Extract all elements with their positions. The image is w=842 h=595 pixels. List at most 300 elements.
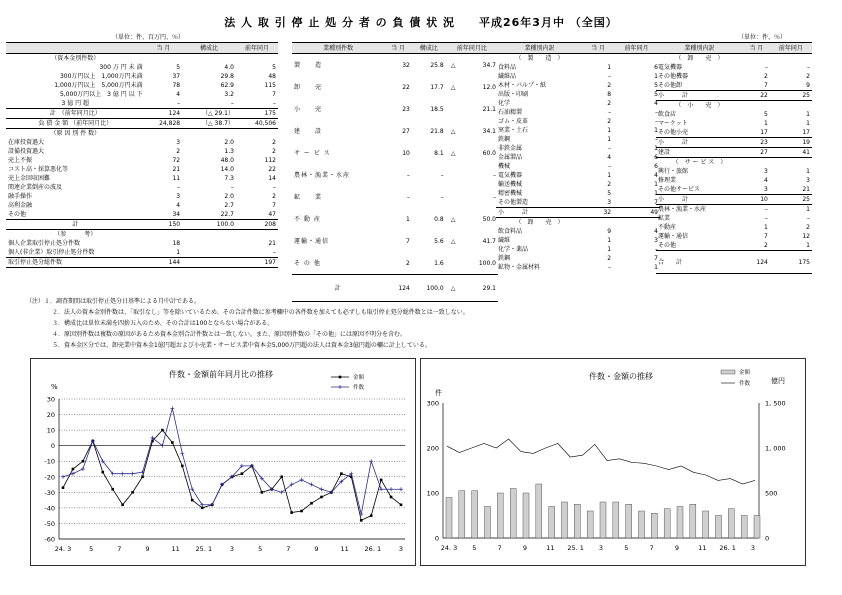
data-point	[379, 487, 383, 491]
x-tick-label: 11	[171, 545, 180, 553]
detail-label: 食料品	[498, 64, 517, 71]
prev-value: 1	[654, 73, 658, 80]
prev-value: 1	[806, 111, 810, 118]
ratio-value: 62.9	[220, 82, 234, 89]
yoy-value: 50.0	[482, 215, 496, 223]
table-row	[496, 153, 660, 162]
cur-value: 1	[764, 224, 768, 231]
ratio-value: 17.7	[430, 83, 444, 91]
prev-value	[613, 218, 660, 228]
data-point	[81, 467, 85, 471]
detail-label: 電気機器	[658, 64, 683, 71]
detail-label: 飲食店	[658, 111, 677, 118]
table-header	[656, 43, 812, 54]
data-point	[101, 471, 104, 474]
prev-value: 41	[770, 148, 812, 158]
y-tick-label: -50	[44, 519, 55, 528]
x-tick-label: 5	[89, 545, 94, 553]
data-point	[111, 488, 114, 491]
prev-value: 1	[806, 168, 810, 175]
detail-label: （ 卸 売 ）	[515, 219, 564, 226]
notes	[26, 296, 469, 351]
detail-label: 出版・印刷	[498, 91, 529, 98]
cur-value: 27	[402, 127, 410, 135]
data-point	[280, 475, 283, 478]
table-row	[656, 185, 812, 195]
y-tick-label: 10	[46, 426, 55, 435]
table-row	[6, 147, 278, 156]
data-point	[200, 503, 204, 507]
cur-value: 144	[145, 258, 183, 268]
table-row	[496, 198, 660, 208]
prev-value: 9	[806, 82, 810, 89]
x-tick-label: 9	[522, 544, 528, 552]
table-row	[292, 54, 498, 77]
ratio-value: 18.5	[430, 105, 444, 113]
industry-label: 卸 売	[294, 83, 323, 91]
detail-label: その他卸	[658, 82, 683, 89]
data-point	[370, 514, 373, 517]
bar	[459, 491, 465, 538]
cur-value: 1	[764, 120, 768, 127]
table-row	[656, 241, 812, 251]
y-axis-label: 件	[435, 389, 442, 397]
cur-value: 21	[172, 166, 181, 173]
prev-value: 22	[268, 166, 276, 173]
table-row	[292, 208, 498, 230]
cur-value: –	[406, 171, 410, 179]
table-row	[6, 81, 278, 90]
detail-label: ゴム・皮革	[498, 118, 529, 125]
bar	[639, 511, 645, 538]
detail-label: 農林・漁業・水産	[658, 206, 707, 213]
table-row	[496, 144, 660, 153]
ratio-value: 5.6	[434, 237, 444, 245]
prev-value: 2	[806, 73, 810, 80]
cur-value: 2	[406, 259, 410, 267]
triangle-sign	[446, 164, 461, 186]
yoy-value: 29.1	[461, 275, 498, 302]
table-row	[6, 99, 278, 109]
header-cell: 構成比	[412, 43, 446, 54]
triangle-sign: △	[450, 149, 456, 157]
legend-bar-amount	[721, 370, 735, 374]
prev-value: 175	[236, 109, 278, 119]
detail-label: 鉱物・金属材料	[498, 264, 541, 271]
prev-value: –	[273, 100, 276, 107]
x-tick-label: 5	[258, 545, 263, 553]
table-row	[496, 227, 660, 236]
table-row	[496, 245, 660, 254]
cur-value: 32	[583, 208, 613, 218]
industry-label: サ ー ビ ス	[294, 149, 331, 157]
prev-value: 21	[268, 240, 276, 247]
cur-value: –	[608, 145, 612, 152]
total-row	[656, 251, 812, 274]
header-cell: 前年同月	[770, 43, 812, 54]
table-row	[292, 142, 498, 164]
table-row	[496, 90, 660, 99]
ratio-value: 25.8	[430, 61, 444, 69]
total-cur: 124	[743, 251, 770, 274]
table-row	[656, 148, 812, 158]
y2-tick-label: 500	[765, 489, 778, 498]
ratio-value: 100.0	[182, 220, 236, 230]
table-row	[656, 176, 812, 185]
table-row	[496, 72, 660, 81]
header-cell: 当 月	[743, 43, 770, 54]
x-tick-label: 7	[117, 545, 122, 553]
cur-value: 124	[145, 109, 183, 119]
row-label: 高利金融	[8, 202, 33, 209]
prev-value: –	[655, 246, 658, 253]
ratio-value: –	[440, 193, 444, 201]
prev-value: 6	[654, 163, 658, 170]
y-tick-label: -60	[44, 535, 55, 544]
table-row	[6, 165, 278, 174]
cur-value	[743, 158, 770, 168]
ratio-value: 21.8	[430, 127, 444, 135]
table-row	[6, 248, 278, 258]
bar	[523, 493, 529, 538]
detail-label: 鉱業	[658, 215, 671, 222]
prev-value: 2	[806, 224, 810, 231]
empty-cell	[182, 54, 236, 64]
cur-value: –	[608, 163, 612, 170]
note-5: ５．資本金区分では、卸売業中資本金1億円超および小売業・サービス業中資本金5,000万円超の法人は資本金3億円超の欄に計上している。	[52, 342, 431, 349]
detail-label: （ 卸 売 ）	[675, 55, 724, 62]
data-point	[310, 483, 314, 487]
cur-value: 2	[764, 242, 768, 249]
header-cell: 業種別内訳	[496, 43, 583, 54]
detail-label: 小 計	[656, 138, 743, 148]
cur-value: 1	[607, 172, 612, 179]
table-row	[496, 135, 660, 144]
table-row	[496, 263, 660, 272]
bar	[587, 511, 593, 538]
data-point	[241, 472, 244, 475]
cur-value: 5	[176, 64, 181, 71]
prev-value: 2	[272, 139, 276, 146]
header-cell: 前年同月比	[446, 43, 498, 54]
table-row	[656, 81, 812, 91]
table-row	[656, 214, 812, 223]
data-point	[190, 487, 194, 491]
detail-label: 運輸・通信	[658, 233, 689, 240]
table-row	[292, 186, 498, 208]
section-title: （原 因 別 件 数）	[50, 130, 101, 137]
prev-value: –	[807, 64, 810, 71]
triangle-sign: △	[450, 237, 456, 245]
cur-value: 1	[607, 136, 612, 143]
cur-value: 4	[607, 154, 612, 161]
cur-value: 7	[764, 82, 768, 89]
empty-cell	[236, 230, 278, 240]
row-label: 個人企業取引停止処分件数	[8, 240, 81, 247]
detail-label: その他サービス	[658, 186, 701, 193]
prev-value: 7	[654, 255, 658, 262]
prev-value: 2	[272, 193, 276, 200]
total-prev: 175	[770, 251, 812, 274]
cur-value: 4	[176, 202, 181, 209]
table-row	[656, 63, 812, 72]
section-title-row	[6, 230, 278, 240]
table-row	[292, 230, 498, 252]
prev-value: 1	[654, 145, 658, 152]
cur-value: 2	[607, 118, 612, 125]
cur-value: 10	[402, 149, 410, 157]
cur-value: 3	[176, 139, 181, 146]
data-point	[310, 502, 313, 505]
table-row	[656, 91, 812, 101]
ratio-value: 29.8	[220, 73, 234, 80]
prev-value: 6	[654, 154, 658, 161]
prev-value: 1	[806, 120, 810, 127]
table-row	[292, 98, 498, 120]
table-row	[6, 156, 278, 165]
cur-value: 1	[406, 215, 410, 223]
total-label: 合 計	[656, 251, 743, 274]
section-title-row	[6, 54, 278, 64]
detail-label: 非鉄金属	[498, 145, 523, 152]
triangle-sign: △	[450, 83, 456, 91]
x-tick-label: 26. 1	[364, 545, 382, 553]
prev-value: 2	[272, 148, 276, 155]
ratio-value: 100.0	[412, 275, 446, 302]
legend-label-count: 件数	[353, 385, 365, 391]
cur-value: –	[608, 73, 612, 80]
empty-cell	[236, 54, 278, 64]
header-cell: 前年同月	[236, 43, 278, 54]
data-point	[161, 429, 164, 432]
prev-value: 1	[806, 242, 810, 249]
bar	[510, 489, 516, 539]
prev-value: 5	[654, 82, 658, 89]
unit-left: （単位：件、百万円、％）	[112, 34, 185, 41]
row-label: コスト高・採算悪化等	[8, 166, 69, 173]
y2-tick-label: 1, 000	[765, 444, 786, 453]
prev-value: 1	[654, 181, 658, 188]
x-tick-label: 7	[497, 544, 502, 552]
header-cell: 構成比	[182, 43, 236, 54]
header-cell: 業種別件数	[292, 43, 384, 54]
table-row	[6, 258, 278, 268]
page-title: 法 人 取 引 停 止 処 分 者 の 負 債 状 況 平成26年3月中 （全国）	[224, 16, 618, 29]
ratio-value: –	[230, 184, 234, 191]
ratio-value: 2.0	[224, 193, 234, 200]
prev-value: –	[655, 118, 658, 125]
table-row	[6, 239, 278, 248]
table-row	[656, 119, 812, 128]
cur-value: 78	[172, 82, 181, 89]
note-1: （注）１．調査期間は取引停止処分日基準による月中計である。	[26, 298, 201, 305]
section-title-row	[656, 54, 812, 64]
y-tick-label: 200	[426, 444, 439, 453]
detail-label: 金属製品	[498, 154, 523, 161]
y-tick-label: 100	[426, 489, 439, 498]
table-row	[656, 110, 812, 119]
bar	[613, 502, 619, 538]
bar	[536, 484, 542, 538]
prev-value: 47	[268, 211, 276, 218]
cur-value: –	[764, 215, 768, 222]
table-row	[6, 138, 278, 147]
cur-value: –	[177, 100, 181, 107]
prev-value: 3	[806, 177, 810, 184]
chart-yoy	[31, 359, 415, 565]
detail-label: （ 小 売 ）	[675, 102, 724, 109]
cur-value: –	[608, 109, 612, 116]
cur-value: 2	[607, 82, 612, 89]
chart-yoy-box	[30, 358, 416, 566]
data-point	[181, 465, 184, 468]
note-2: ２．法人の資本金別件数は、「取引なし」等を除いているため、その合計件数に参考欄中の各件数を加えても必ずしも取引停止処分総件数とは一致しない。	[52, 309, 469, 316]
y-tick-label: 20	[46, 411, 55, 420]
chart-trend-box	[420, 358, 806, 566]
cur-value: 34	[172, 211, 181, 218]
prev-value: 14	[268, 175, 276, 182]
table-row	[6, 119, 278, 129]
cur-value: –	[764, 64, 768, 71]
cur-value: 2	[764, 73, 768, 80]
yoy-value: 34.1	[482, 127, 496, 135]
x-tick-label: 24. 3	[440, 544, 458, 552]
data-point	[300, 510, 303, 513]
legend-label-amount: 金額	[353, 375, 365, 381]
table-row	[496, 162, 660, 171]
table-row	[656, 195, 812, 205]
data-point	[261, 491, 264, 494]
empty-cell	[145, 129, 183, 139]
prev-value: 7	[272, 202, 276, 209]
table-industry-detail-1	[496, 42, 660, 272]
ratio-value: –	[230, 100, 234, 107]
data-point	[399, 487, 403, 491]
table-row	[496, 189, 660, 198]
ratio-value: 8.1	[434, 149, 444, 157]
legend-label-amount: 金額	[739, 370, 751, 376]
triangle-sign	[446, 98, 461, 120]
table-row	[6, 63, 278, 72]
table-row	[496, 117, 660, 126]
data-point	[121, 503, 124, 506]
y-tick-label: 0	[50, 442, 55, 451]
legend-marker-amount	[339, 376, 342, 379]
table-row	[6, 109, 278, 119]
data-point	[121, 472, 125, 476]
table-row	[496, 180, 660, 189]
cur-value: 1	[607, 237, 612, 244]
detail-label: 電気機器	[498, 172, 523, 179]
bar	[574, 504, 580, 538]
cur-value	[743, 54, 770, 64]
data-point	[380, 479, 383, 482]
prev-value: 1	[654, 264, 658, 271]
prev-value	[613, 54, 660, 64]
prev-value: 4	[654, 100, 658, 107]
x-tick-label: 9	[314, 545, 319, 553]
row-label: 在庫投資過大	[8, 139, 45, 146]
detail-label: （ サ ー ビ ス ）	[672, 159, 727, 166]
ratio-value: （△ 38.7）	[182, 119, 236, 129]
cur-value: 2	[607, 255, 612, 262]
empty-cell	[145, 230, 183, 240]
industry-label: 小 売	[294, 105, 323, 113]
table-row	[496, 254, 660, 263]
data-point	[389, 487, 393, 491]
legend-marker-count	[338, 385, 342, 389]
table-row	[656, 223, 812, 232]
data-point	[290, 511, 293, 514]
bar	[600, 502, 606, 538]
chart-title: 件数・金額の推移	[589, 372, 653, 381]
table-capital-cause	[6, 42, 278, 268]
prev-value: –	[807, 215, 810, 222]
cur-value: 72	[172, 157, 181, 164]
detail-label: その他製造	[498, 199, 529, 206]
ratio-value: –	[440, 171, 444, 179]
table-row	[6, 220, 278, 230]
ratio-value: 7.3	[224, 175, 234, 182]
x-tick-label: 5	[624, 544, 629, 552]
cur-value: –	[177, 184, 181, 191]
row-label: 300 万 円 未 満	[99, 64, 143, 71]
prev-value: 1	[806, 206, 810, 213]
industry-label: 建 設	[294, 127, 323, 135]
y-tick-label: -40	[44, 504, 55, 513]
cur-value: 24,828	[145, 119, 183, 129]
detail-label: その他	[658, 242, 677, 249]
cur-value: 3	[176, 193, 181, 200]
bar	[716, 516, 722, 539]
ratio-value: 2.7	[224, 202, 234, 209]
header-cell: 業種別内訳	[656, 43, 743, 54]
row-label: 個人(非企業）取引停止処分件数	[8, 249, 95, 256]
section-title-row	[656, 101, 812, 111]
prev-value: 4	[654, 228, 658, 235]
table-header	[6, 43, 278, 54]
empty-cell	[236, 129, 278, 139]
bar	[497, 493, 503, 538]
prev-value: 17	[802, 129, 810, 136]
bar	[651, 513, 657, 538]
prev-value: 3	[654, 237, 658, 244]
table-row	[6, 210, 278, 220]
data-point	[319, 487, 323, 491]
yoy-value: 34.7	[482, 61, 496, 69]
triangle-sign	[446, 252, 461, 275]
cur-value: 7	[406, 237, 410, 245]
data-point	[171, 441, 174, 444]
prev-value: 112	[264, 157, 276, 164]
prev-value: 40,506	[236, 119, 278, 129]
table-row	[496, 99, 660, 108]
table-row	[6, 90, 278, 99]
triangle-sign: △	[450, 61, 456, 69]
bar	[664, 509, 670, 538]
row-label: 1,000万円以上 5,000万円未満	[54, 82, 143, 89]
data-point	[340, 472, 343, 475]
y2-tick-label: 1, 500	[765, 399, 786, 408]
bar	[446, 498, 452, 539]
detail-label: 修理業	[658, 177, 677, 184]
data-point	[360, 519, 363, 522]
prev-value	[770, 54, 812, 64]
table-industry-detail-2	[656, 42, 812, 274]
table-row	[656, 138, 812, 148]
detail-label: 小 計	[656, 91, 743, 101]
cur-value: 17	[760, 129, 768, 136]
